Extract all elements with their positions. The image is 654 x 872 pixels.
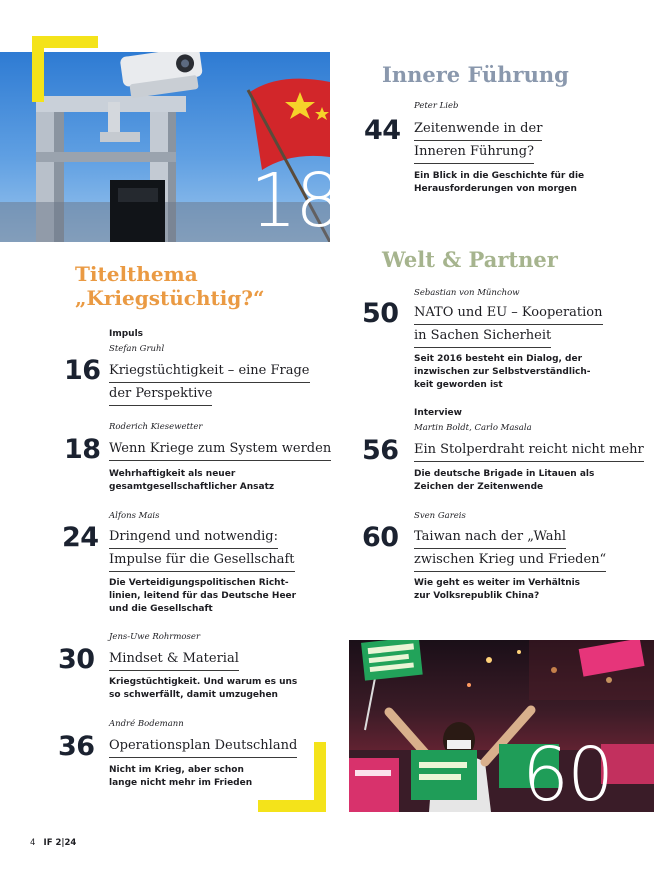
article-headline[interactable]: Wenn Kriege zum System werden [109,438,331,461]
article-description: Kriegstüchtigkeit. Und warum es uns so schwerfällt, damit umzugehen [109,677,298,700]
article-author: Jens-Uwe Rohrmoser [109,632,201,642]
article-headline[interactable]: Ein Stolperdraht reicht nicht mehr [414,439,644,462]
article-author: Peter Lieb [414,101,459,111]
article-author: Alfons Mais [109,511,160,521]
article-author: Sven Gareis [414,511,466,521]
article-page-number: 36 [58,731,95,762]
article-page-number: 56 [362,435,399,466]
article-description: Nicht im Krieg, aber schon lange nicht mehr im Frieden [109,765,253,788]
article-page-number: 60 [362,522,399,553]
article-page-number: 16 [64,355,101,386]
article-description: Wie geht es weiter im Verhältnis zur Volksrepublik China? [414,578,581,601]
article-description: Die Verteidigungspolitischen Richt- linien, leitend für das Deutsche Heer und die Gesellschaft [109,578,297,614]
article-author: Martin Boldt, Carlo Masala [414,423,532,433]
article-headline[interactable]: Taiwan nach der „Wahl zwischen Krieg und Frieden“ [414,526,606,572]
article-author: André Bodemann [109,719,184,729]
article-headline[interactable]: Operationsplan Deutschland [109,735,297,758]
article-page-number: 30 [58,644,95,675]
article-page-number: 18 [64,434,101,465]
article-description: Ein Blick in die Geschichte für die Herausforderungen von morgen [414,171,585,194]
photo-page-number: 18 [250,158,341,244]
article-page-number: 44 [364,115,401,146]
article-headline[interactable]: Kriegstüchtigkeit – eine Frage der Perspektive [109,360,310,406]
article-description: Wehrhaftigkeit als neuer gesamtgesellschaftlicher Ansatz [109,469,275,492]
issue-number: 24 [64,838,77,848]
article-page-number: 24 [62,522,99,553]
magazine-name: IF 2 [43,838,62,848]
page-number: 4 [30,838,36,848]
article-headline[interactable]: Dringend und notwendig: Impulse für die Gesellschaft [109,526,295,572]
article-headline[interactable]: Zeitenwende in der Inneren Führung? [414,118,542,164]
article-description: Seit 2016 besteht ein Dialog, der inzwischen zur Selbstverständlich- keit geworden ist [414,354,591,390]
accent-frame-corner [258,742,326,812]
section-title-innere-fuehrung: Innere Führung [382,62,569,87]
article-description: Die deutsche Brigade in Litauen als Zeichen der Zeitenwende [414,469,595,492]
article-kicker: Impuls [109,329,144,339]
article-page-number: 50 [362,298,399,329]
article-author: Stefan Gruhl [109,344,165,354]
article-headline[interactable]: NATO und EU – Kooperation in Sachen Sicherheit [414,302,603,348]
article-author: Roderich Kiesewetter [109,422,203,432]
article-kicker: Interview [414,408,462,418]
photo-page-number: 60 [522,732,613,818]
article-headline[interactable]: Mindset & Material [109,648,239,671]
accent-frame-corner [32,36,98,102]
page-footer [30,838,76,848]
article-author: Sebastian von Münchow [414,288,520,298]
section-title-welt-partner: Welt & Partner [382,247,558,272]
section-title-titelthema: Titelthema „Kriegstüchtig?“ [75,262,265,310]
issue-divider: | [61,838,65,848]
